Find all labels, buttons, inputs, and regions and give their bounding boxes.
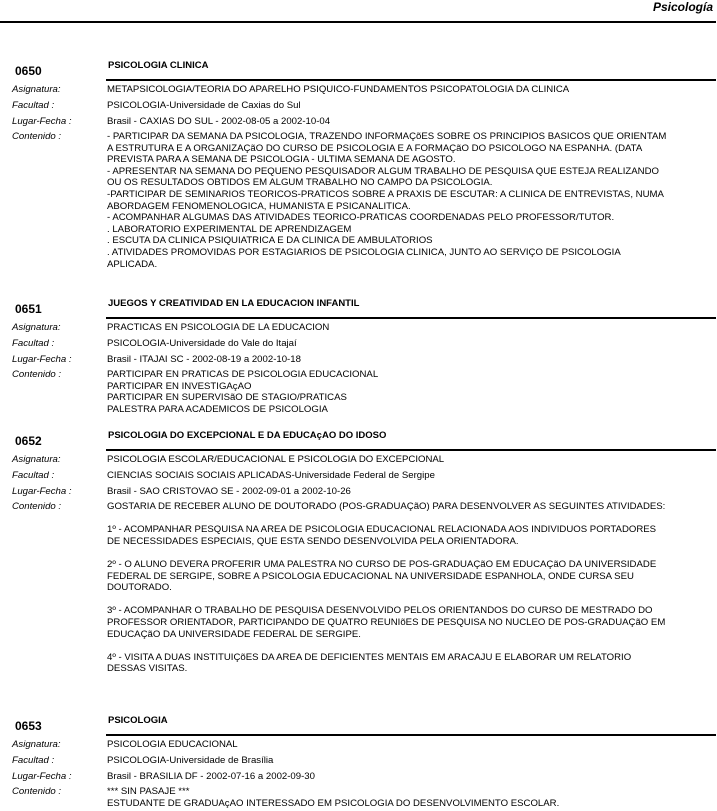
contenido-line: DE NECESSIDADES ESPECIAIS, QUE ESTA SENDO DESENVOLVIDA PELA ORIENTADORA. [107, 535, 519, 547]
contenido-label: Contenido : [12, 786, 62, 797]
entry-code: 0651 [15, 302, 42, 316]
page-header [0, 0, 717, 24]
asignatura-value: PSICOLOGIA EDUCACIONAL [107, 739, 238, 750]
page-title: Psicología [652, 0, 713, 14]
contenido-blank-line [107, 513, 707, 525]
header-divider [0, 21, 716, 23]
contenido-line: A ESTRUTURA E A ORGANIZAÇãO DO CURSO DE PSICOLOGIA E A FORMAÇãO DO PSICOLOGO NA ESPANHA. (DATA [107, 142, 643, 154]
contenido-blank-line [107, 547, 707, 559]
facultad-value: PSICOLOGIA-Universidade de Brasília [107, 755, 274, 766]
facultad-label: Facultad : [12, 755, 55, 766]
contenido-line: - ACOMPANHAR ALGUMAS DAS ATIVIDADES TEORICO-PRATICAS COORDENADAS PELO PROFESSOR/TUTOR. [107, 212, 615, 224]
contenido-line: . ATIVIDADES PROMOVIDAS POR ESTAGIARIOS DE PSICOLOGIA CLINICA, JUNTO AO SERVIÇO DE PSICOLOGIA [107, 246, 621, 258]
asignatura-label: Asignatura: [12, 84, 61, 95]
contenido-line: 3º - ACOMPANHAR O TRABALHO DE PESQUISA DESENVOLVIDO PELOS ORIENTANDOS DO CURSO DE MESTRADO DO [107, 605, 653, 617]
contenido-line: PARTICIPAR EN PRATICAS DE PSICOLOGIA EDUCACIONAL [107, 369, 379, 380]
facultad-value: PSICOLOGIA-Universidade do Vale do Itajaí [107, 338, 297, 349]
facultad-value: CIENCIAS SOCIAIS SOCIAIS APLICADAS-Universidade Federal de Sergipe [107, 470, 435, 481]
facultad-value: PSICOLOGIA-Universidade de Caxias do Sul [107, 100, 301, 111]
entry-divider [106, 79, 716, 81]
contenido-line: ABORDAGEM FENOMENOLOGICA, HUMANISTA E PSICANALITICA. [107, 200, 411, 212]
lugar-fecha-label: Lugar-Fecha : [12, 116, 72, 127]
contenido-line: PARTICIPAR EN INVESTIGAçAO [107, 380, 252, 392]
asignatura-value: PSICOLOGIA ESCOLAR/EDUCACIONAL E PSICOLOGIA DO EXCEPCIONAL [107, 454, 445, 465]
contenido-line: - APRESENTAR NA SEMANA DO PEQUENO PESQUISADOR ALGUM TRABALHO DE PESQUISA QUE ESTEJA REALIZANDO [107, 165, 659, 177]
lugar-fecha-value: Brasil - ITAJAI SC - 2002-08-19 a 2002-10-18 [107, 354, 301, 365]
contenido-line: 2º - O ALUNO DEVERA PROFERIR UMA PALESTRA NO CURSO DE POS-GRADUAÇãO EM EDUCAÇãO DA UNIVERSIDADE [107, 558, 657, 570]
contenido-line: DESSAS VISITAS. [107, 663, 188, 675]
lugar-fecha-label: Lugar-Fecha : [12, 486, 72, 497]
asignatura-value: PRACTICAS EN PSICOLOGIA DE LA EDUCACION [107, 322, 330, 333]
contenido-line: - PARTICIPAR DA SEMANA DA PSICOLOGIA, TRAZENDO INFORMAÇõES SOBRE OS PRINCIPIOS BASICOS QUE ORIENTAM [107, 131, 667, 142]
contenido-line: *** SIN PASAJE *** [107, 786, 190, 797]
lugar-fecha-label: Lugar-Fecha : [12, 354, 72, 365]
lugar-fecha-label: Lugar-Fecha : [12, 771, 72, 782]
contenido-line: EDUCAÇãO DA UNIVERSIDADE FEDERAL DE SERGIPE. [107, 628, 361, 640]
lugar-fecha-value: Brasil - SAO CRISTOVAO SE - 2002-09-01 a 2002-10-26 [107, 486, 351, 497]
asignatura-label: Asignatura: [12, 454, 61, 465]
entry-code: 0652 [15, 434, 42, 448]
contenido-blank-line [107, 640, 707, 652]
contenido-text [107, 501, 707, 675]
facultad-label: Facultad : [12, 470, 55, 481]
entry-divider [106, 734, 716, 736]
asignatura-label: Asignatura: [12, 322, 61, 333]
entry-title: PSICOLOGIA CLINICA [108, 60, 209, 71]
entry-title: PSICOLOGIA [108, 715, 168, 726]
facultad-label: Facultad : [12, 100, 55, 111]
entry-divider [106, 317, 716, 319]
entry-code: 0653 [15, 719, 42, 733]
contenido-line: -PARTICIPAR DE SEMINARIOS TEORICOS-PRATICOS SOBRE A PRAXIS DE ESCUTAR: A CLINICA DE ENTREVISTAS, NUMA [107, 188, 664, 200]
lugar-fecha-value: Brasil - CAXIAS DO SUL - 2002-08-05 a 2002-10-04 [107, 116, 331, 127]
contenido-line: FEDERAL DE SERGIPE, SOBRE A PSICOLOGIA EDUCACIONAL NA UNIVERSIDADE ESPANHOLA, ONDE CURSA SEU [107, 570, 634, 582]
contenido-label: Contenido : [12, 501, 62, 512]
contenido-line: 1º - ACOMPANHAR PESQUISA NA AREA DE PSICOLOGIA EDUCACIONAL RELACIONADA AOS INDIVIDUOS PORTADORES [107, 524, 657, 536]
contenido-text [107, 131, 707, 270]
contenido-line: . ESCUTA DA CLINICA PSIQUIATRICA E DA CLINICA DE AMBULATORIOS [107, 235, 433, 247]
lugar-fecha-value: Brasil - BRASILIA DF - 2002-07-16 a 2002-09-30 [107, 771, 315, 782]
contenido-line: ESTUDANTE DE GRADUAçAO INTERESSADO EM PSICOLOGIA DO DESENVOLVIMENTO ESCOLAR. [107, 797, 560, 809]
contenido-text [107, 369, 707, 415]
contenido-line: APLICADA. [107, 258, 158, 270]
contenido-label: Contenido : [12, 131, 62, 142]
contenido-line: DOUTORADO. [107, 582, 172, 594]
contenido-text [107, 786, 707, 809]
contenido-line: PARTICIPAR EN SUPERVISãO DE STAGIO/PRATICAS [107, 392, 347, 404]
contenido-label: Contenido : [12, 369, 62, 380]
contenido-line: GOSTARIA DE RECEBER ALUNO DE DOUTORADO (POS-GRADUAÇãO) PARA DESENVOLVER AS SEGUINTES ATIVIDADES: [107, 501, 666, 512]
entry-divider [106, 449, 716, 451]
contenido-line: 4º - VISITA A DUAS INSTITUIÇõES DA AREA DE DEFICIENTES MENTAIS EM ARACAJU E ELABORAR UM RELATORIO [107, 651, 632, 663]
entry-title: JUEGOS Y CREATIVIDAD EN LA EDUCACION INFANTIL [108, 298, 360, 309]
facultad-label: Facultad : [12, 338, 55, 349]
contenido-line: PALESTRA PARA ACADEMICOS DE PSICOLOGIA [107, 403, 328, 415]
contenido-line: OU OS RESULTADOS OBTIDOS EM ALGUM TRABALHO NO CAMPO DA PSICOLOGIA. [107, 177, 493, 189]
contenido-line: PREVISTA PARA A SEMANA DE PSICOLOGIA - ULTIMA SEMANA DE AGOSTO. [107, 154, 456, 166]
contenido-blank-line [107, 594, 707, 606]
contenido-line: . LABORATORIO EXPERIMENTAL DE APRENDIZAGEM [107, 223, 352, 235]
entry-code: 0650 [15, 64, 42, 78]
entry-title: PSICOLOGIA DO EXCEPCIONAL E DA EDUCAçAO DO IDOSO [108, 430, 387, 441]
asignatura-label: Asignatura: [12, 739, 61, 750]
contenido-line: PROFESSOR ORIENTADOR, PARTICIPANDO DE QUATRO REUNIõES DE PESQUISA NO NUCLEO DE POS-GRADUAÇãO EM [107, 616, 666, 628]
asignatura-value: METAPSICOLOGIA/TEORIA DO APARELHO PSIQUICO-FUNDAMENTOS PSICOPATOLOGIA DA CLINICA [107, 84, 570, 95]
